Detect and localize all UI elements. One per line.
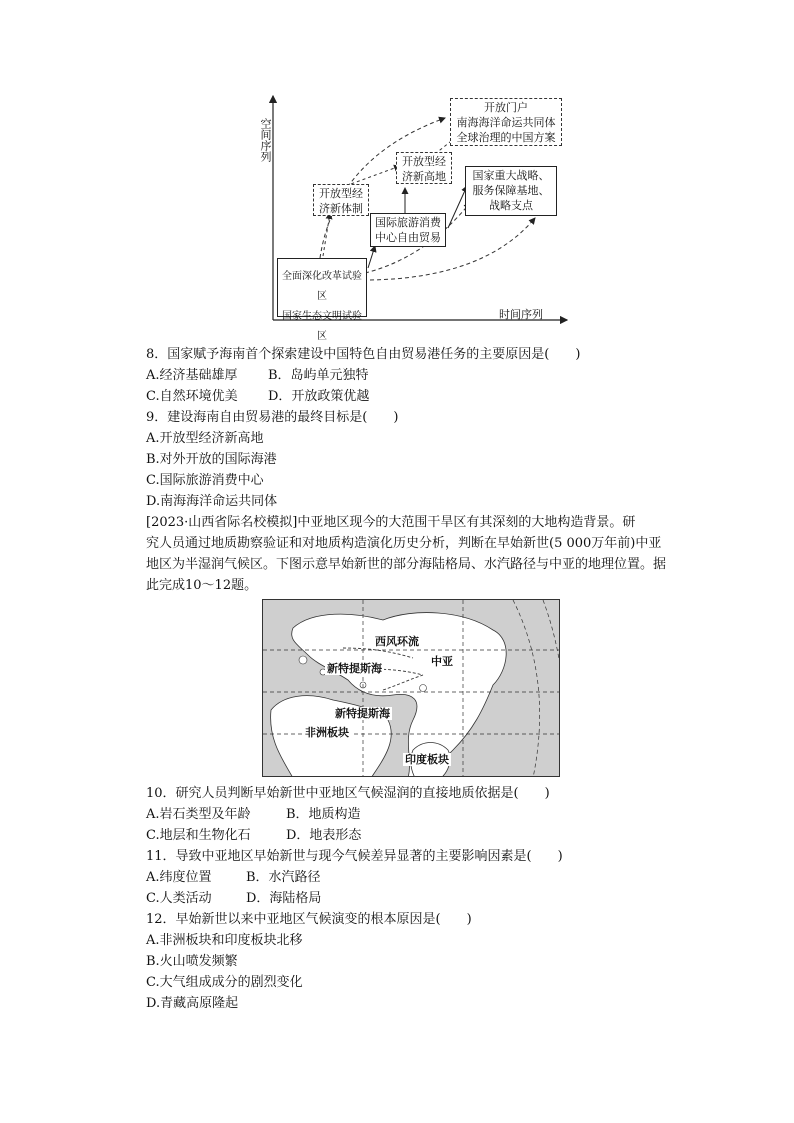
q11-option-c[interactable]: C.人类活动	[146, 891, 212, 906]
questions-8-9	[146, 344, 666, 512]
box-open-gateway-line2: 南海海洋命运共同体	[456, 116, 556, 129]
intro-line-4: 此完成10～12题。	[146, 578, 258, 593]
q10-option-a[interactable]: A.岩石类型及年龄	[146, 807, 251, 822]
intro-line-3: 地区为半湿润气候区。下图示意早始新世的部分海陆格局、水汽路径与中亚的地理位置。据	[146, 557, 667, 572]
q10-option-b[interactable]: B．地质构造	[286, 807, 361, 822]
box-open-gateway	[450, 98, 562, 146]
q12-option-c[interactable]: C.大气组成成分的剧烈变化	[146, 975, 303, 990]
graticule-meridian	[543, 600, 560, 777]
q10-option-c[interactable]: C.地层和生物化石	[146, 828, 251, 843]
q10-options-row2	[146, 825, 666, 846]
label-westerlies: 西风环流	[375, 635, 419, 648]
intro-line-2: 究人员通过地质勘察验证和对地质构造演化历史分析，判断在早始新世(5 000万年前)中亚	[146, 536, 662, 551]
q10-stem: 10．研究人员判断早始新世中亚地区气候湿润的直接地质依据是( )	[146, 786, 550, 801]
box-national-strategy	[465, 166, 557, 216]
box-pilot-zones-line2: 国家生态文明试验区	[282, 311, 362, 342]
box-tourism-free-trade-line1: 国际旅游消费	[375, 216, 441, 229]
q8-options-row1	[146, 365, 666, 386]
box-open-gateway-line1: 开放门户	[484, 101, 528, 114]
q12-option-b[interactable]: B.火山喷发频繁	[146, 954, 238, 969]
box-national-strategy-line3: 战略支点	[489, 199, 533, 212]
q9-stem: 9．建设海南自由贸易港的最终目标是( )	[146, 410, 399, 425]
label-central-asia: 中亚	[431, 655, 453, 668]
graticule-meridian	[513, 600, 540, 777]
box-tourism-free-trade	[370, 213, 446, 247]
box-open-economy-system-line1: 开放型经	[319, 187, 363, 200]
q8-option-d[interactable]: D．开放政策优越	[268, 389, 370, 404]
box-tourism-free-trade-line2: 中心自由贸易	[375, 231, 441, 244]
q8-stem: 8．国家赋予海南首个探索建设中国特色自由贸易港任务的主要原因是( )	[146, 347, 581, 362]
q12-option-a[interactable]: A.非洲板块和印度板块北移	[146, 933, 303, 948]
q11-stem: 11．导致中亚地区早始新世与现今气候差异显著的主要影响因素是( )	[146, 849, 563, 864]
q8-options-row2	[146, 386, 666, 407]
island	[420, 685, 427, 692]
paleogeography-map	[262, 599, 560, 777]
q11-option-b[interactable]: B．水汽路径	[246, 870, 321, 885]
q12-option-d[interactable]: D.青藏高原隆起	[146, 996, 239, 1011]
box-open-economy-highland	[396, 152, 452, 184]
box-open-gateway-line3: 全球治理的中国方案	[456, 131, 556, 144]
q9-option-d[interactable]: D.南海海洋命运共同体	[146, 494, 278, 509]
map-graphics	[263, 600, 560, 777]
questions-10-12	[146, 783, 666, 1014]
development-path-diagram	[255, 88, 575, 342]
box-pilot-zones	[277, 258, 367, 342]
material-intro	[146, 512, 666, 596]
y-axis-label: 空间序列	[259, 118, 272, 162]
q12-stem: 12．早始新世以来中亚地区气候演变的根本原因是( )	[146, 912, 472, 927]
q8-option-c[interactable]: C.自然环境优美	[146, 389, 238, 404]
arrow-base-to-system	[323, 213, 330, 256]
box-open-economy-system-line2: 济新体制	[319, 202, 363, 215]
x-axis-label: 时间序列	[499, 308, 543, 321]
box-open-economy-system	[313, 184, 369, 216]
q8-option-b[interactable]: B．岛屿单元独特	[268, 368, 369, 383]
q11-options-row2	[146, 888, 666, 909]
box-national-strategy-line1: 国家重大战略、	[472, 169, 550, 182]
label-neotethys-north: 新特提斯海	[327, 662, 382, 675]
box-national-strategy-line2: 服务保障基地、	[472, 184, 550, 197]
arrow-base-to-tourism	[368, 246, 375, 268]
label-indian-plate: 印度板块	[405, 753, 449, 766]
label-neotethys-south: 新特提斯海	[335, 707, 390, 720]
q10-options-row1	[146, 804, 666, 825]
q9-option-a[interactable]: A.开放型经济新高地	[146, 431, 264, 446]
island	[299, 656, 307, 664]
box-open-economy-highland-line2: 济新高地	[402, 170, 446, 183]
q11-option-d[interactable]: D．海陆格局	[246, 891, 322, 906]
label-african-plate: 非洲板块	[305, 726, 349, 739]
box-pilot-zones-line1: 全面深化改革试验区	[282, 271, 362, 302]
q10-option-d[interactable]: D．地表形态	[286, 828, 362, 843]
intro-line-1: [2023·山西省际名校模拟]中亚地区现今的大范围干旱区有其深刻的大地构造背景。研	[146, 515, 636, 530]
q9-option-c[interactable]: C.国际旅游消费中心	[146, 473, 264, 488]
q11-options-row1	[146, 867, 666, 888]
q11-option-a[interactable]: A.纬度位置	[146, 870, 212, 885]
q9-option-b[interactable]: B.对外开放的国际海港	[146, 452, 277, 467]
q8-option-a[interactable]: A.经济基础雄厚	[146, 368, 238, 383]
box-open-economy-highland-line1: 开放型经	[402, 155, 446, 168]
